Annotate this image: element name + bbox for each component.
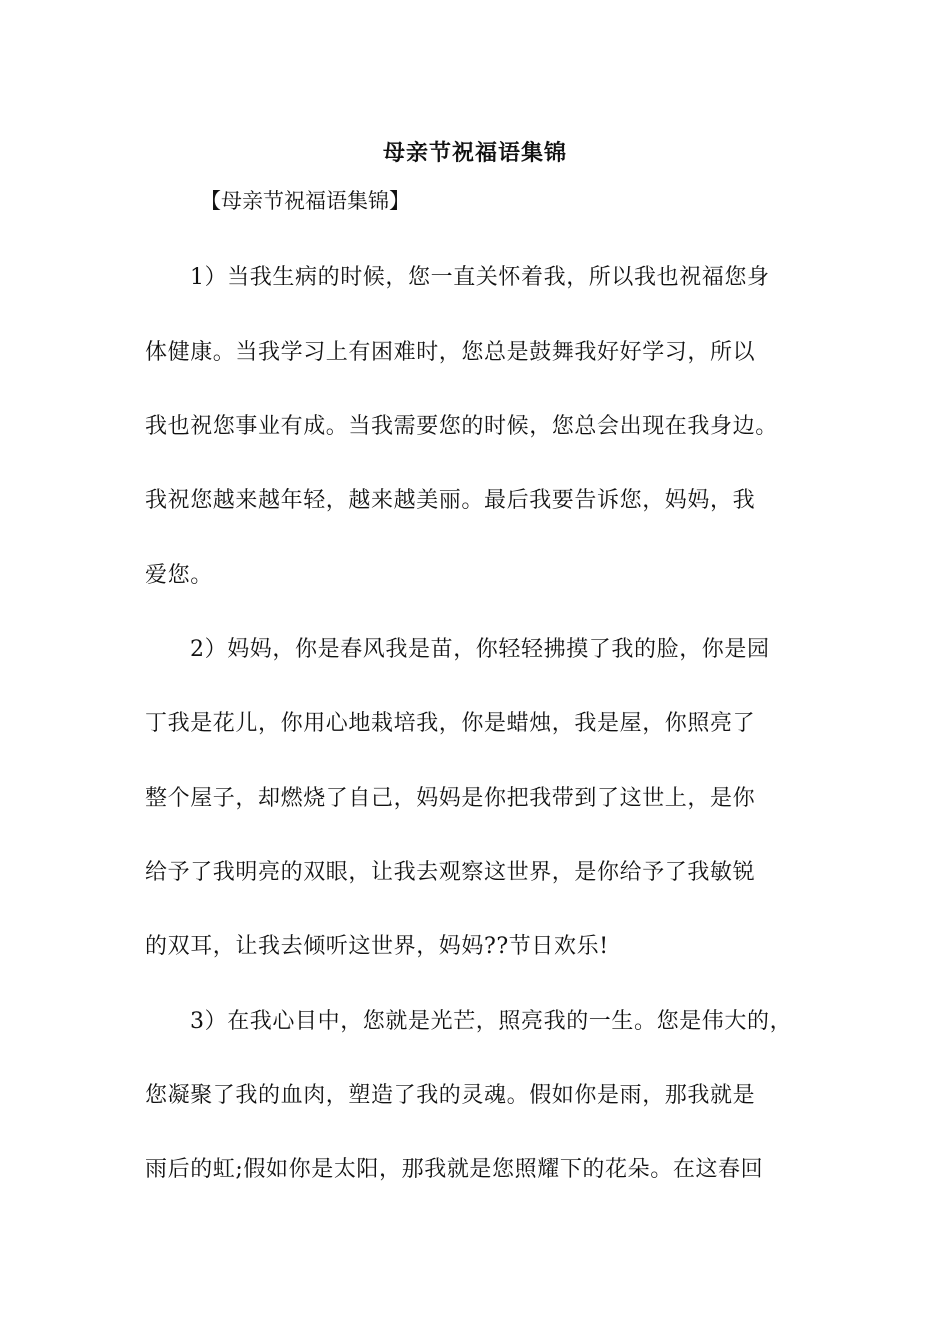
- document-title: 母亲节祝福语集锦: [382, 140, 567, 166]
- paragraph-1-line-3: 我也祝您事业有成。当我需要您的时候，您总会出现在我身边。: [145, 414, 778, 439]
- paragraph-2-line-3: 整个屋子，却燃烧了自己，妈妈是你把我带到了这世上，是你: [145, 786, 756, 811]
- paragraph-3-line-2: 您凝聚了我的血肉，塑造了我的灵魂。假如你是雨，那我就是: [145, 1083, 756, 1108]
- paragraph-2-line-4: 给予了我明亮的双眼，让我去观察这世界，是你给予了我敏锐: [145, 860, 756, 885]
- document-subtitle: 【母亲节祝福语集锦】: [200, 189, 410, 213]
- paragraph-1-line-2: 体健康。当我学习上有困难时，您总是鼓舞我好好学习，所以: [145, 340, 756, 365]
- paragraph-2-line-5: 的双耳，让我去倾听这世界，妈妈??节日欢乐!: [145, 934, 609, 959]
- paragraph-2-line-1: 2）妈妈，你是春风我是苗，你轻轻拂摸了我的脸，你是园: [190, 637, 770, 662]
- paragraph-3-line-1: 3）在我心目中，您就是光芒，照亮我的一生。您是伟大的，: [190, 1009, 793, 1034]
- paragraph-1-line-5: 爱您。: [145, 563, 213, 588]
- paragraph-1-line-1: 1）当我生病的时候，您一直关怀着我，所以我也祝福您身: [190, 265, 770, 290]
- paragraph-1-line-4: 我祝您越来越年轻，越来越美丽。最后我要告诉您，妈妈，我: [145, 488, 756, 513]
- paragraph-3-line-3: 雨后的虹;假如你是太阳，那我就是您照耀下的花朵。在这春回: [145, 1157, 764, 1182]
- paragraph-2-line-2: 丁我是花儿，你用心地栽培我，你是蜡烛，我是屋，你照亮了: [145, 711, 756, 736]
